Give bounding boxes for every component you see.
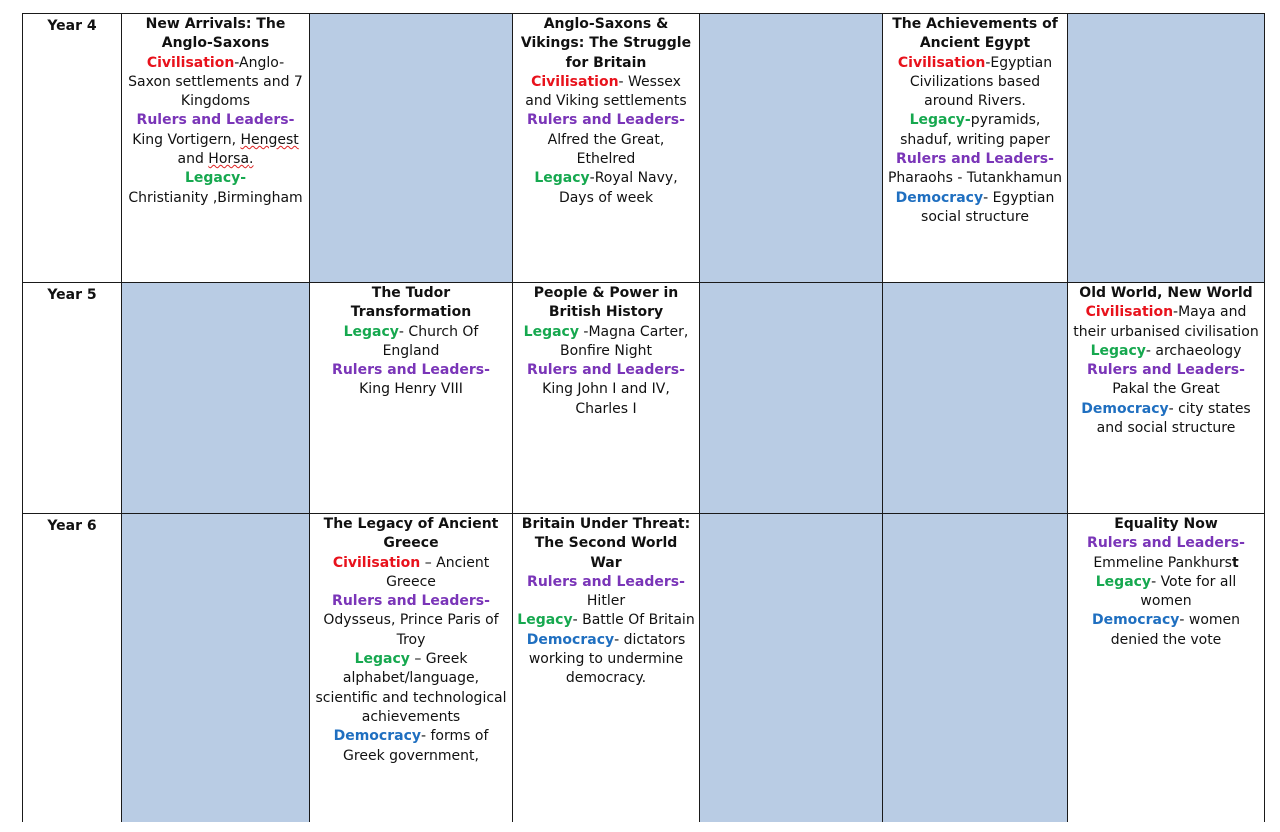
legacy-line (1072, 342, 1260, 361)
legacy-label: Legacy (517, 612, 573, 629)
democracy-line (517, 631, 695, 689)
page-bottom-margin (0, 822, 1280, 832)
legacy-label: Legacy (343, 323, 399, 340)
democracy-text: - dictators working to undermine democracy. (528, 631, 686, 687)
empty-cell (700, 514, 883, 823)
legacy-label: Legacy (523, 323, 579, 340)
rulers-text-part: Horsa (208, 151, 250, 168)
empty-cell (122, 283, 310, 514)
rulers-label: Rulers and Leaders- (896, 151, 1054, 168)
rulers-text: King Henry VIII (359, 381, 463, 398)
rulers-text-part: Hengest (240, 131, 299, 148)
topic-title: The Legacy of Ancient Greece (323, 516, 499, 552)
year-label: Year 5 (23, 283, 122, 514)
empty-cell (1068, 14, 1265, 283)
legacy-text: - Battle Of Britain (572, 612, 695, 629)
civilisation-text: -Anglo-Saxon settlements and 7 Kingdoms (128, 54, 303, 110)
civilisation-label: Civilisation (146, 54, 235, 71)
rulers-text: Alfred the Great, Ethelred (547, 131, 665, 168)
civilisation-text: -Egyptian Civilizations based around Rivers. (909, 54, 1053, 110)
rulers-label: Rulers and Leaders- (136, 112, 295, 129)
topic-title: The Tudor Transformation (350, 285, 472, 321)
legacy-text: - archaeology (1145, 342, 1242, 359)
topic-cell-equality-now (1068, 514, 1265, 823)
rulers-label: Rulers and Leaders- (527, 573, 685, 590)
topic-cell-people-and-power (513, 283, 700, 514)
democracy-text: - Egyptian social structure (921, 189, 1055, 225)
rulers-text: Odysseus, Prince Paris of Troy (323, 612, 499, 648)
topic-title: Old World, New World (1079, 285, 1253, 301)
civilisation-label: Civilisation (332, 554, 421, 571)
civilisation-line (314, 554, 508, 593)
legacy-text: -Royal Navy, Days of week (558, 170, 678, 206)
empty-cell (883, 283, 1068, 514)
legacy-line (517, 323, 695, 362)
legacy-text: - Church Of England (382, 323, 479, 359)
empty-cell (700, 283, 883, 514)
topic-cell-anglo-saxons-vikings (513, 14, 700, 283)
legacy-text: -Magna Carter, Bonfire Night (560, 323, 689, 359)
civilisation-text: – Ancient Greece (386, 554, 490, 590)
topic-cell-ancient-greece (310, 514, 513, 823)
democracy-text: - city states and social structure (1096, 400, 1251, 437)
legacy-label: Legacy (1095, 573, 1152, 590)
topic-title: Britain Under Threat: The Second World War (521, 516, 691, 571)
year-label: Year 4 (23, 14, 122, 283)
democracy-line (1072, 400, 1260, 439)
legacy-text: pyramids, shaduf, writing paper (900, 112, 1050, 148)
legacy-text: - Vote for all women (1140, 573, 1237, 610)
democracy-line (1072, 611, 1260, 650)
rulers-label: Rulers and Leaders- (332, 593, 490, 610)
legacy-label: Legacy (354, 651, 410, 668)
topic-title: The Achievements of Ancient Egypt (892, 16, 1058, 52)
table-row-year-4 (23, 14, 1265, 283)
democracy-line (314, 727, 508, 766)
empty-cell (700, 14, 883, 283)
democracy-text: - forms of Greek government, (343, 728, 489, 764)
legacy-text: – Greek alphabet/language, scientific and technological achievements (315, 651, 507, 725)
rulers-text-part: t (1231, 554, 1239, 571)
democracy-text: - women denied the vote (1110, 612, 1241, 648)
democracy-label: Democracy (1081, 400, 1169, 417)
legacy-label: Legacy (1090, 342, 1146, 359)
legacy-line (314, 323, 508, 362)
rulers-label: Rulers and Leaders- (332, 362, 490, 379)
topic-cell-tudor-transformation (310, 283, 513, 514)
curriculum-table (22, 13, 1265, 823)
topic-cell-old-world-new-world (1068, 283, 1265, 514)
democracy-label: Democracy (526, 631, 615, 648)
rulers-text: King John I and IV, Charles I (542, 381, 670, 417)
civilisation-line (126, 54, 305, 112)
topic-cell-new-arrivals (122, 14, 310, 283)
civilisation-label: Civilisation (897, 54, 986, 71)
legacy-line (887, 111, 1063, 150)
rulers-label: Rulers and Leaders- (527, 112, 685, 129)
civilisation-line (517, 73, 695, 112)
table-row-year-5 (23, 283, 1265, 514)
rulers-label: Rulers and Leaders- (1087, 362, 1245, 379)
legacy-label: Legacy (534, 170, 590, 187)
rulers-text-part: Emmeline Pankhurs (1093, 554, 1232, 571)
civilisation-line (887, 54, 1063, 112)
civilisation-label: Civilisation (1085, 304, 1174, 321)
table-row-year-6 (23, 514, 1265, 823)
rulers-text-part: and (177, 151, 209, 168)
topic-cell-ancient-egypt (883, 14, 1068, 283)
civilisation-label: Civilisation (531, 73, 619, 90)
legacy-line (517, 611, 695, 630)
empty-cell (310, 14, 513, 283)
legacy-line (314, 650, 508, 727)
civilisation-text: - Wessex and Viking settlements (525, 73, 687, 110)
rulers-text: Pakal the Great (1112, 381, 1220, 398)
legacy-label: Legacy- (184, 170, 247, 187)
year-label: Year 6 (23, 514, 122, 823)
topic-title: New Arrivals: The Anglo-Saxons (145, 16, 286, 52)
rulers-text (1072, 554, 1260, 573)
empty-cell (883, 514, 1068, 823)
rulers-text: Pharaohs - Tutankhamun (887, 170, 1063, 187)
civilisation-line (1072, 303, 1260, 342)
legacy-label: Legacy- (909, 112, 971, 129)
empty-cell (122, 514, 310, 823)
legacy-line (517, 169, 695, 208)
legacy-line (1072, 573, 1260, 612)
rulers-text: Hitler (586, 593, 626, 610)
topic-title: People & Power in British History (533, 285, 679, 321)
rulers-label: Rulers and Leaders- (1087, 535, 1245, 552)
civilisation-text: -Maya and their urbanised civilisation (1073, 304, 1259, 340)
topic-title: Anglo-Saxons & Vikings: The Struggle for Britain (520, 16, 692, 71)
democracy-label: Democracy (1091, 612, 1180, 629)
rulers-label: Rulers and Leaders- (527, 362, 685, 379)
rulers-text (126, 131, 305, 170)
democracy-label: Democracy (333, 728, 421, 745)
rulers-text-part: . (249, 151, 254, 168)
democracy-line (887, 189, 1063, 228)
topic-cell-second-world-war (513, 514, 700, 823)
topic-title: Equality Now (1114, 516, 1218, 532)
rulers-text-part: King Vortigern, (132, 131, 241, 148)
legacy-text: Christianity ,Birmingham (128, 189, 303, 206)
democracy-label: Democracy (895, 189, 984, 206)
